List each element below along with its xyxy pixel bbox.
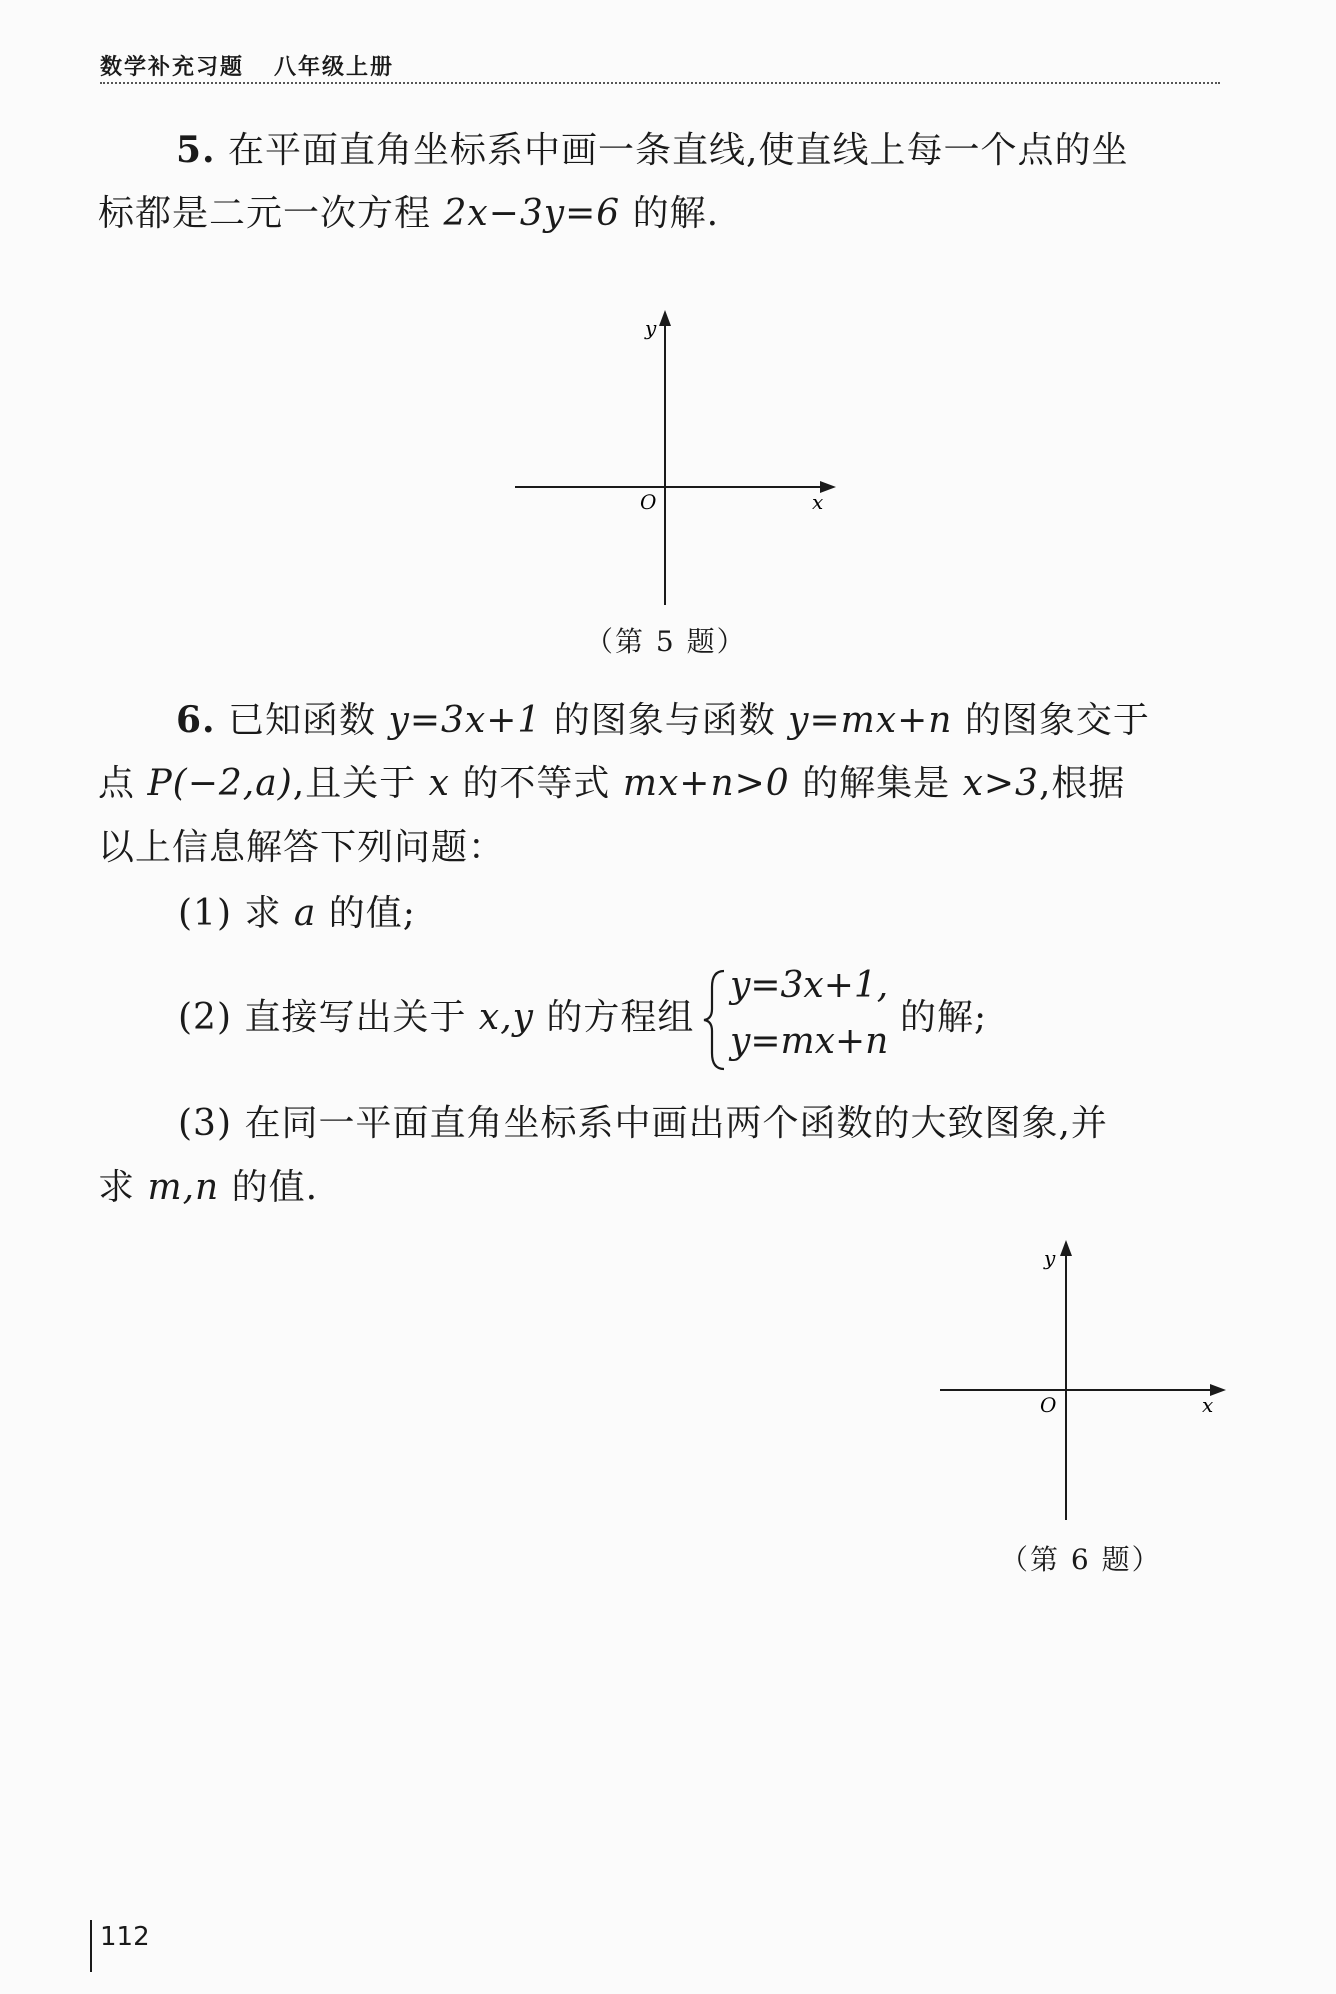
q6-line2-c: 的不等式 [449,763,623,804]
q5-coordinate-axes [500,300,850,610]
question-6-number: 6. [176,699,216,741]
question-6-line2 [98,752,1228,816]
header-divider [100,82,1220,84]
q6-part3-b: 的值. [219,1167,319,1208]
q6-function-2: y=mx+n [788,700,953,741]
q6-y-label: y [1044,1246,1056,1270]
q6-line1-c: 的图象交于 [952,700,1150,741]
q6-line2-b: ,且关于 [292,763,429,804]
q5-caption: （第 5 题） [585,625,747,658]
q6-part-1 [178,882,416,946]
q5-line2-pre: 标都是二元一次方程 [98,193,444,234]
q6-part2-a: (2) 直接写出关于 [178,997,479,1038]
q6-part3-a: 求 [98,1167,148,1208]
system-equation-1: y=3x+1, [730,965,889,1006]
q6-part2-suffix: 的解; [900,997,988,1038]
question-6-line1 [98,688,1228,753]
q6-caption: （第 6 题） [1000,1543,1162,1576]
q6-line2-e: ,根据 [1038,763,1126,804]
q6-coordinate-axes [930,1230,1250,1530]
page-number-bar [90,1920,92,1972]
question-5-number: 5. [176,129,216,171]
q6-part-3-line1: (3) 在同一平面直角坐标系中画出两个函数的大致图象,并 [178,1103,1108,1144]
q5-line2-post: 的解. [620,193,720,234]
q6-solution-set: x>3 [962,763,1039,804]
q6-var-x: x [428,763,450,804]
page-number: 112 [100,1922,150,1952]
q5-line1: 在平面直角坐标系中画一条直线,使直线上每一个点的坐 [228,130,1129,171]
question-5-text-line2 [98,182,1228,246]
equation-system [700,965,920,1075]
book-title: 数学补充习题 [100,55,245,80]
question-5-text [98,118,1228,183]
q6-line1-a: 已知函数 [228,700,389,741]
q6-line1-b: 的图象与函数 [541,700,789,741]
q5-y-axis-arrow [659,310,671,326]
q5-equation: 2x−3y=6 [443,193,621,234]
q6-part-2 [178,986,694,1050]
running-header [100,50,394,81]
q6-inequality: mx+n>0 [622,763,790,804]
q6-part1-a: (1) 求 [178,893,294,934]
q6-part1-b: 的值; [316,893,416,934]
q6-part2-b: 的方程组 [533,997,695,1038]
q5-x-label: x [812,490,824,514]
q6-function-1: y=3x+1 [388,700,542,741]
q6-part1-var: a [293,893,317,934]
system-equation-2: y=mx+n [730,1021,889,1062]
q6-part2-vars: x,y [478,997,534,1038]
q6-part-3-line2 [98,1156,1228,1220]
left-brace-icon [700,965,730,1075]
q5-y-label: y [645,316,657,340]
q6-origin-label: O [1040,1393,1057,1417]
q6-x-label: x [1202,1393,1214,1417]
q6-line2-a: 点 [98,763,148,804]
q6-point: P(−2,a) [147,763,293,804]
q6-y-axis-arrow [1060,1240,1072,1256]
question-6-line3: 以上信息解答下列问题： [98,827,506,868]
q6-part3-vars: m,n [147,1167,220,1208]
q6-line2-d: 的解集是 [789,763,963,804]
grade-label: 八年级上册 [274,55,395,80]
q5-origin-label: O [640,490,657,514]
